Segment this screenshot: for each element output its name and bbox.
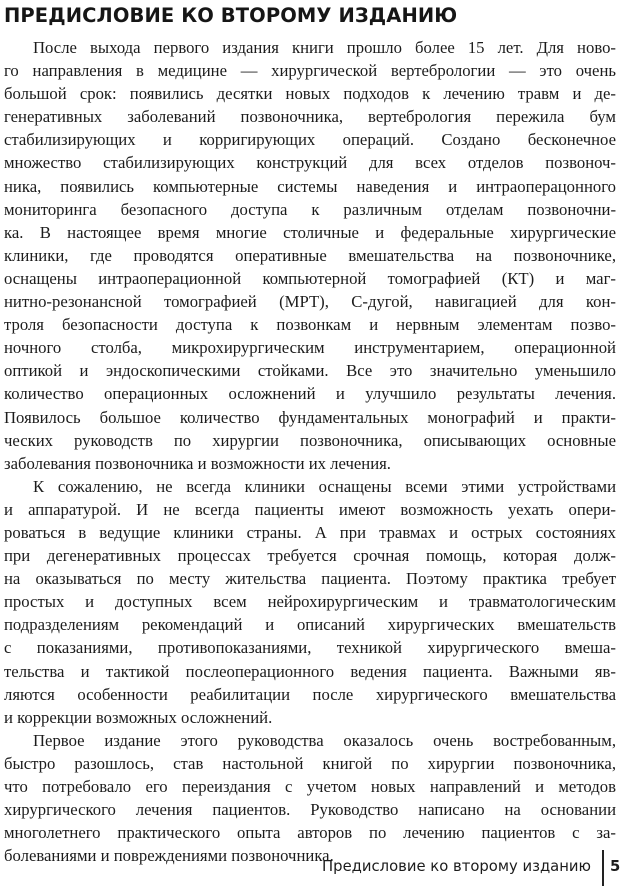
paragraph: [4, 475, 616, 729]
text-line: болеваниями и повреждениями позвоночника.: [4, 846, 334, 866]
running-title: Предисловие ко второму изданию: [322, 858, 591, 875]
text-line: и аппаратурой. И не всегда пациенты имеют возможность уехать опери-: [4, 499, 616, 519]
text-line: Первое издание этого руководства оказалось очень востребованным,: [33, 730, 616, 750]
text-line: многолетнего практического опыта авторов по лечению пациентов с за-: [4, 823, 616, 843]
text-line: простых и доступных всем нейрохирургическим и травматологическим: [4, 592, 616, 612]
text-line: оптикой и эндоскопическими стойками. Все это значительно уменьшило: [4, 361, 616, 381]
body-text: [4, 36, 616, 867]
text-line: Появилось большое количество фундаментальных монографий и практи-: [4, 407, 616, 427]
text-line: и коррекции возможных осложнений.: [4, 707, 273, 727]
text-line: троля безопасности доступа к позвонкам и нервным элементам позво-: [4, 315, 616, 335]
text-line: заболевания позвоночника и возможности их лечения.: [4, 453, 391, 473]
text-line: подразделениям рекомендаций и описаний хирургических вмешательств: [4, 615, 616, 635]
paragraph: [4, 36, 616, 475]
text-line: тельства и тактикой послеоперационного ведения пациента. Важными яв-: [4, 661, 616, 681]
page-number: 5: [610, 858, 621, 875]
text-line: быстро разошлось, став настольной книгой по хирургии позвоночника,: [4, 753, 616, 773]
text-line: оснащены интраоперационной компьютерной томографией (КТ) и маг-: [4, 268, 616, 288]
text-line: при дегенеративных процессах требуется срочная помощь, которая долж-: [4, 546, 616, 566]
text-line: ляются особенности реабилитации после хирургического вмешательства: [4, 684, 616, 704]
text-line: го направления в медицине — хирургической вертебрологии — это очень: [4, 61, 616, 81]
text-line: мониторинга безопасного доступа к различным отделам позвоночни-: [4, 199, 616, 219]
text-line: ка. В настоящее время многие столичные и федеральные хирургические: [4, 222, 616, 242]
paragraph: [4, 729, 616, 868]
page-heading: ПРЕДИСЛОВИЕ КО ВТОРОМУ ИЗДАНИЮ: [4, 4, 458, 27]
text-line: на оказываться по месту жительства пациента. Поэтому практика требует: [4, 569, 616, 589]
text-line: ника, появились компьютерные системы наведения и интраоперацонного: [4, 176, 616, 196]
text-line: количество операционных осложнений и улучшило результаты лечения.: [4, 384, 616, 404]
text-line: роваться в ведущие клиники страны. А при травмах и острых состояниях: [4, 522, 616, 542]
footer-divider: [602, 850, 604, 886]
text-line: с показаниями, противопоказаниями, техникой хирургического вмеша-: [4, 638, 616, 658]
text-line: клиники, где проводятся оперативные вмешательства на позвоночнике,: [4, 245, 616, 265]
text-line: К сожалению, не всегда клиники оснащены всеми этими устройствами: [33, 476, 616, 496]
text-line: что потребовало его переиздания с учетом новых направлений и методов: [4, 777, 616, 796]
text-line: ческих руководств по хирургии позвоночника, описывающих основные: [4, 430, 616, 450]
text-line: генеративных заболеваний позвоночника, вертебрология пережила бум: [4, 107, 616, 127]
text-line: множество стабилизирующих конструкций для всех отделов позвоноч-: [4, 153, 616, 173]
text-line: После выхода первого издания книги прошло более 15 лет. Для ново-: [33, 38, 616, 57]
text-line: большой срок: появились десятки новых подходов к лечению травм и де-: [4, 84, 616, 104]
text-line: хирургического лечения пациентов. Руководство написано на основании: [4, 800, 616, 820]
page-footer: [0, 850, 624, 886]
text-line: нитно-резонансной томографией (МРТ), С-дугой, навигацией для кон-: [4, 292, 616, 312]
text-line: ночного столба, микрохирургическим инструментарием, операционной: [4, 338, 616, 358]
text-line: стабилизирующих и корригирующих операций. Создано бесконечное: [4, 130, 616, 150]
